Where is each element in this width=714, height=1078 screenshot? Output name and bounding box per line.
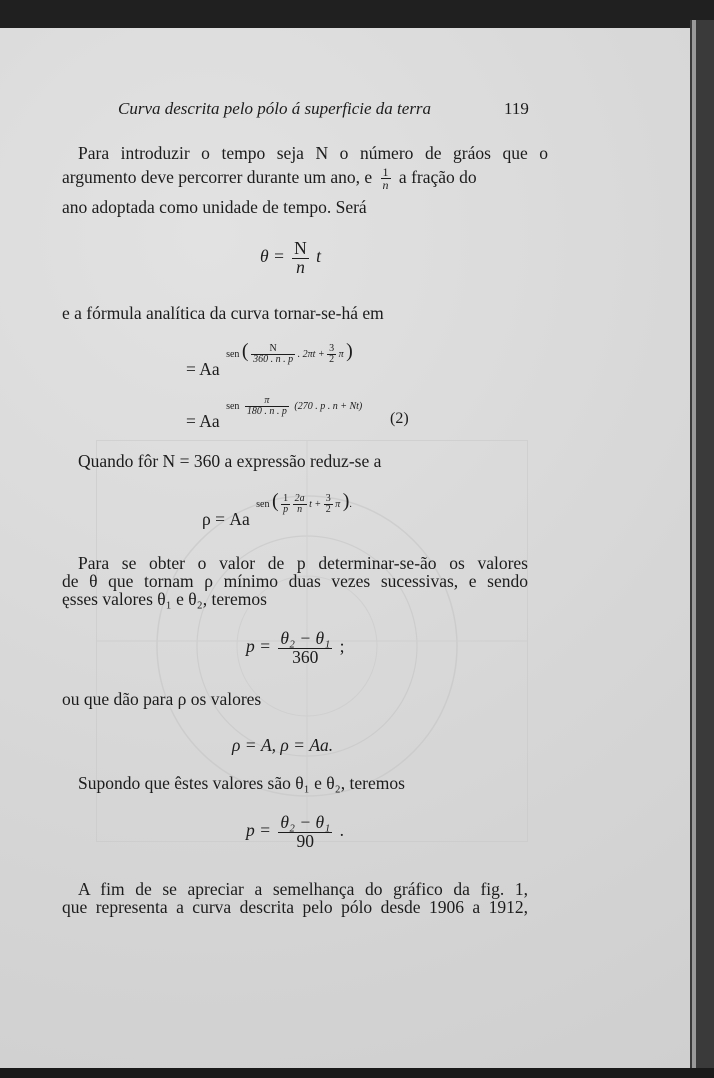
equation-curve-1-frac	[251, 344, 295, 365]
paragraph-5: ou que dão para ρ os valores	[62, 689, 262, 709]
equation-theta-den: n	[296, 256, 305, 277]
inline-fraction	[381, 166, 391, 191]
equation-rho-frac1-den: p	[283, 504, 289, 516]
equation-rho-frac1	[281, 494, 290, 515]
equation-curve-2-frac	[245, 396, 289, 417]
paragraph-7-line-1: A fim de se apreciar a semelhança do gráfico da fig. 1,	[78, 879, 528, 899]
paragraph-7-line-2: que representa a curva descrita pelo pólo desde 1906 a 1912,	[62, 897, 528, 917]
paragraph-6: Supondo que êstes valores são θ₁ e θ₂, teremos	[78, 773, 405, 793]
equation-rho-frac1-num: 1	[283, 493, 289, 505]
paragraph-4-line-2: de θ que tornam ρ mínimo duas vezes sucessivas, e sendo	[62, 571, 528, 591]
equation-rho-frac2-num: 2a	[294, 493, 305, 505]
equation-p-90-lhs: p =	[246, 820, 271, 841]
equation-p-90-den: 90	[296, 830, 315, 851]
equation-curve-2-tail: (270 . p . n + Nt)	[294, 401, 363, 412]
paragraph-1-line-2-tail: a fração do	[398, 167, 477, 187]
equation-curve-2-exponent	[226, 395, 363, 418]
equation-curve-2-sen: sen	[226, 401, 240, 412]
equation-curve-1-exponent: sen ( $\frac{N}{360 . n . p}$ . 2πt + $\frac{3}{2}$ π )	[226, 340, 353, 366]
equation-curve-1-frac2-den: 2	[329, 354, 335, 366]
equation-curve-1-mid: . 2πt +	[297, 349, 325, 360]
equation-curve-1-pi: π	[338, 349, 344, 360]
equation-p-90-frac	[278, 814, 332, 850]
equation-p-90-period: .	[339, 820, 344, 841]
equation-curve-2-frac-den: 180 . n . p	[246, 406, 287, 418]
equation-p-360-semicolon: ;	[339, 636, 345, 657]
paragraph-4-line-3: ęsses valores θ₁ e θ₂, teremos	[62, 589, 267, 609]
equation-p-360	[246, 630, 344, 666]
equation-curve-1-frac2-num: 3	[329, 343, 335, 355]
equation-curve-1-frac2	[327, 344, 336, 365]
paragraph-1-line-3: ano adoptada como unidade de tempo. Será	[62, 197, 367, 217]
equation-rho-pi: π	[335, 499, 341, 510]
equation-label-2: (2)	[390, 410, 409, 427]
equation-rho	[202, 490, 352, 529]
paragraph-1-line-1: Para introduzir o tempo seja N o número de gráos que o	[78, 143, 548, 163]
equation-p-90	[246, 814, 344, 850]
equation-curve-2-frac-num: π	[245, 396, 289, 407]
equation-rho-frac2-den: n	[297, 504, 303, 516]
paragraph-3: Quando fôr N = 360 a expressão reduz-se a	[78, 451, 382, 471]
equation-curve-1-frac-den: 360 . n . p	[253, 354, 294, 366]
page-number: 119	[504, 99, 529, 118]
equation-rho-exponent: sen ( $\frac{1}{p}$ $\frac{2a}{n}$ t + $\frac{3}{2}$ π ).	[256, 490, 352, 516]
paragraph-1-line-2-text: argumento deve percorrer durante um ano, e	[62, 167, 373, 187]
equation-p-360-frac	[278, 630, 332, 666]
equation-rho-frac3-num: 3	[325, 493, 331, 505]
equation-curve-1	[186, 338, 353, 379]
page-stack-edge	[690, 20, 714, 1070]
equation-rho-frac3	[324, 494, 333, 515]
equation-curve-1-frac-num: N	[251, 344, 295, 355]
equation-curve-1-lhs: = Aa	[186, 359, 220, 379]
equation-p-90-num: θ₂ − θ₁	[280, 812, 331, 832]
inline-fraction-num: 1	[382, 165, 389, 180]
equation-rho-values: ρ = A, ρ = Aa.	[232, 735, 334, 755]
equation-rho-frac3-den: 2	[325, 504, 331, 516]
equation-curve-1-sen: sen	[226, 349, 240, 360]
paragraph-4-line-1: Para se obter o valor de p determinar-se-ão os valores	[78, 553, 528, 573]
inline-fraction-den: n	[382, 178, 389, 193]
paragraph-2: e a fórmula analítica da curva tornar-se-há em	[62, 303, 384, 323]
equation-p-360-lhs: p =	[246, 636, 271, 657]
paragraph-1-line-2	[62, 166, 534, 191]
equation-rho-sen: sen	[256, 499, 270, 510]
running-header-title: Curva descrita pelo pólo á superficie da terra	[118, 99, 432, 118]
equation-curve-2-lhs: = Aa	[186, 411, 220, 431]
equation-theta-fraction	[292, 240, 309, 276]
equation-theta-num: N	[294, 238, 307, 258]
equation-rho-lhs: ρ = Aa	[202, 509, 250, 529]
scan-top-border	[0, 0, 714, 28]
equation-rho-frac2	[293, 494, 307, 515]
equation-theta-t: t	[316, 246, 322, 267]
equation-theta-lhs: θ =	[260, 246, 285, 267]
equation-p-360-den: 360	[292, 646, 319, 667]
equation-rho-mid: t +	[309, 499, 322, 510]
equation-theta	[260, 240, 321, 276]
equation-curve-2	[186, 390, 363, 431]
equation-p-360-num: θ₂ − θ₁	[280, 628, 331, 648]
scan-bottom-border	[0, 1068, 714, 1078]
